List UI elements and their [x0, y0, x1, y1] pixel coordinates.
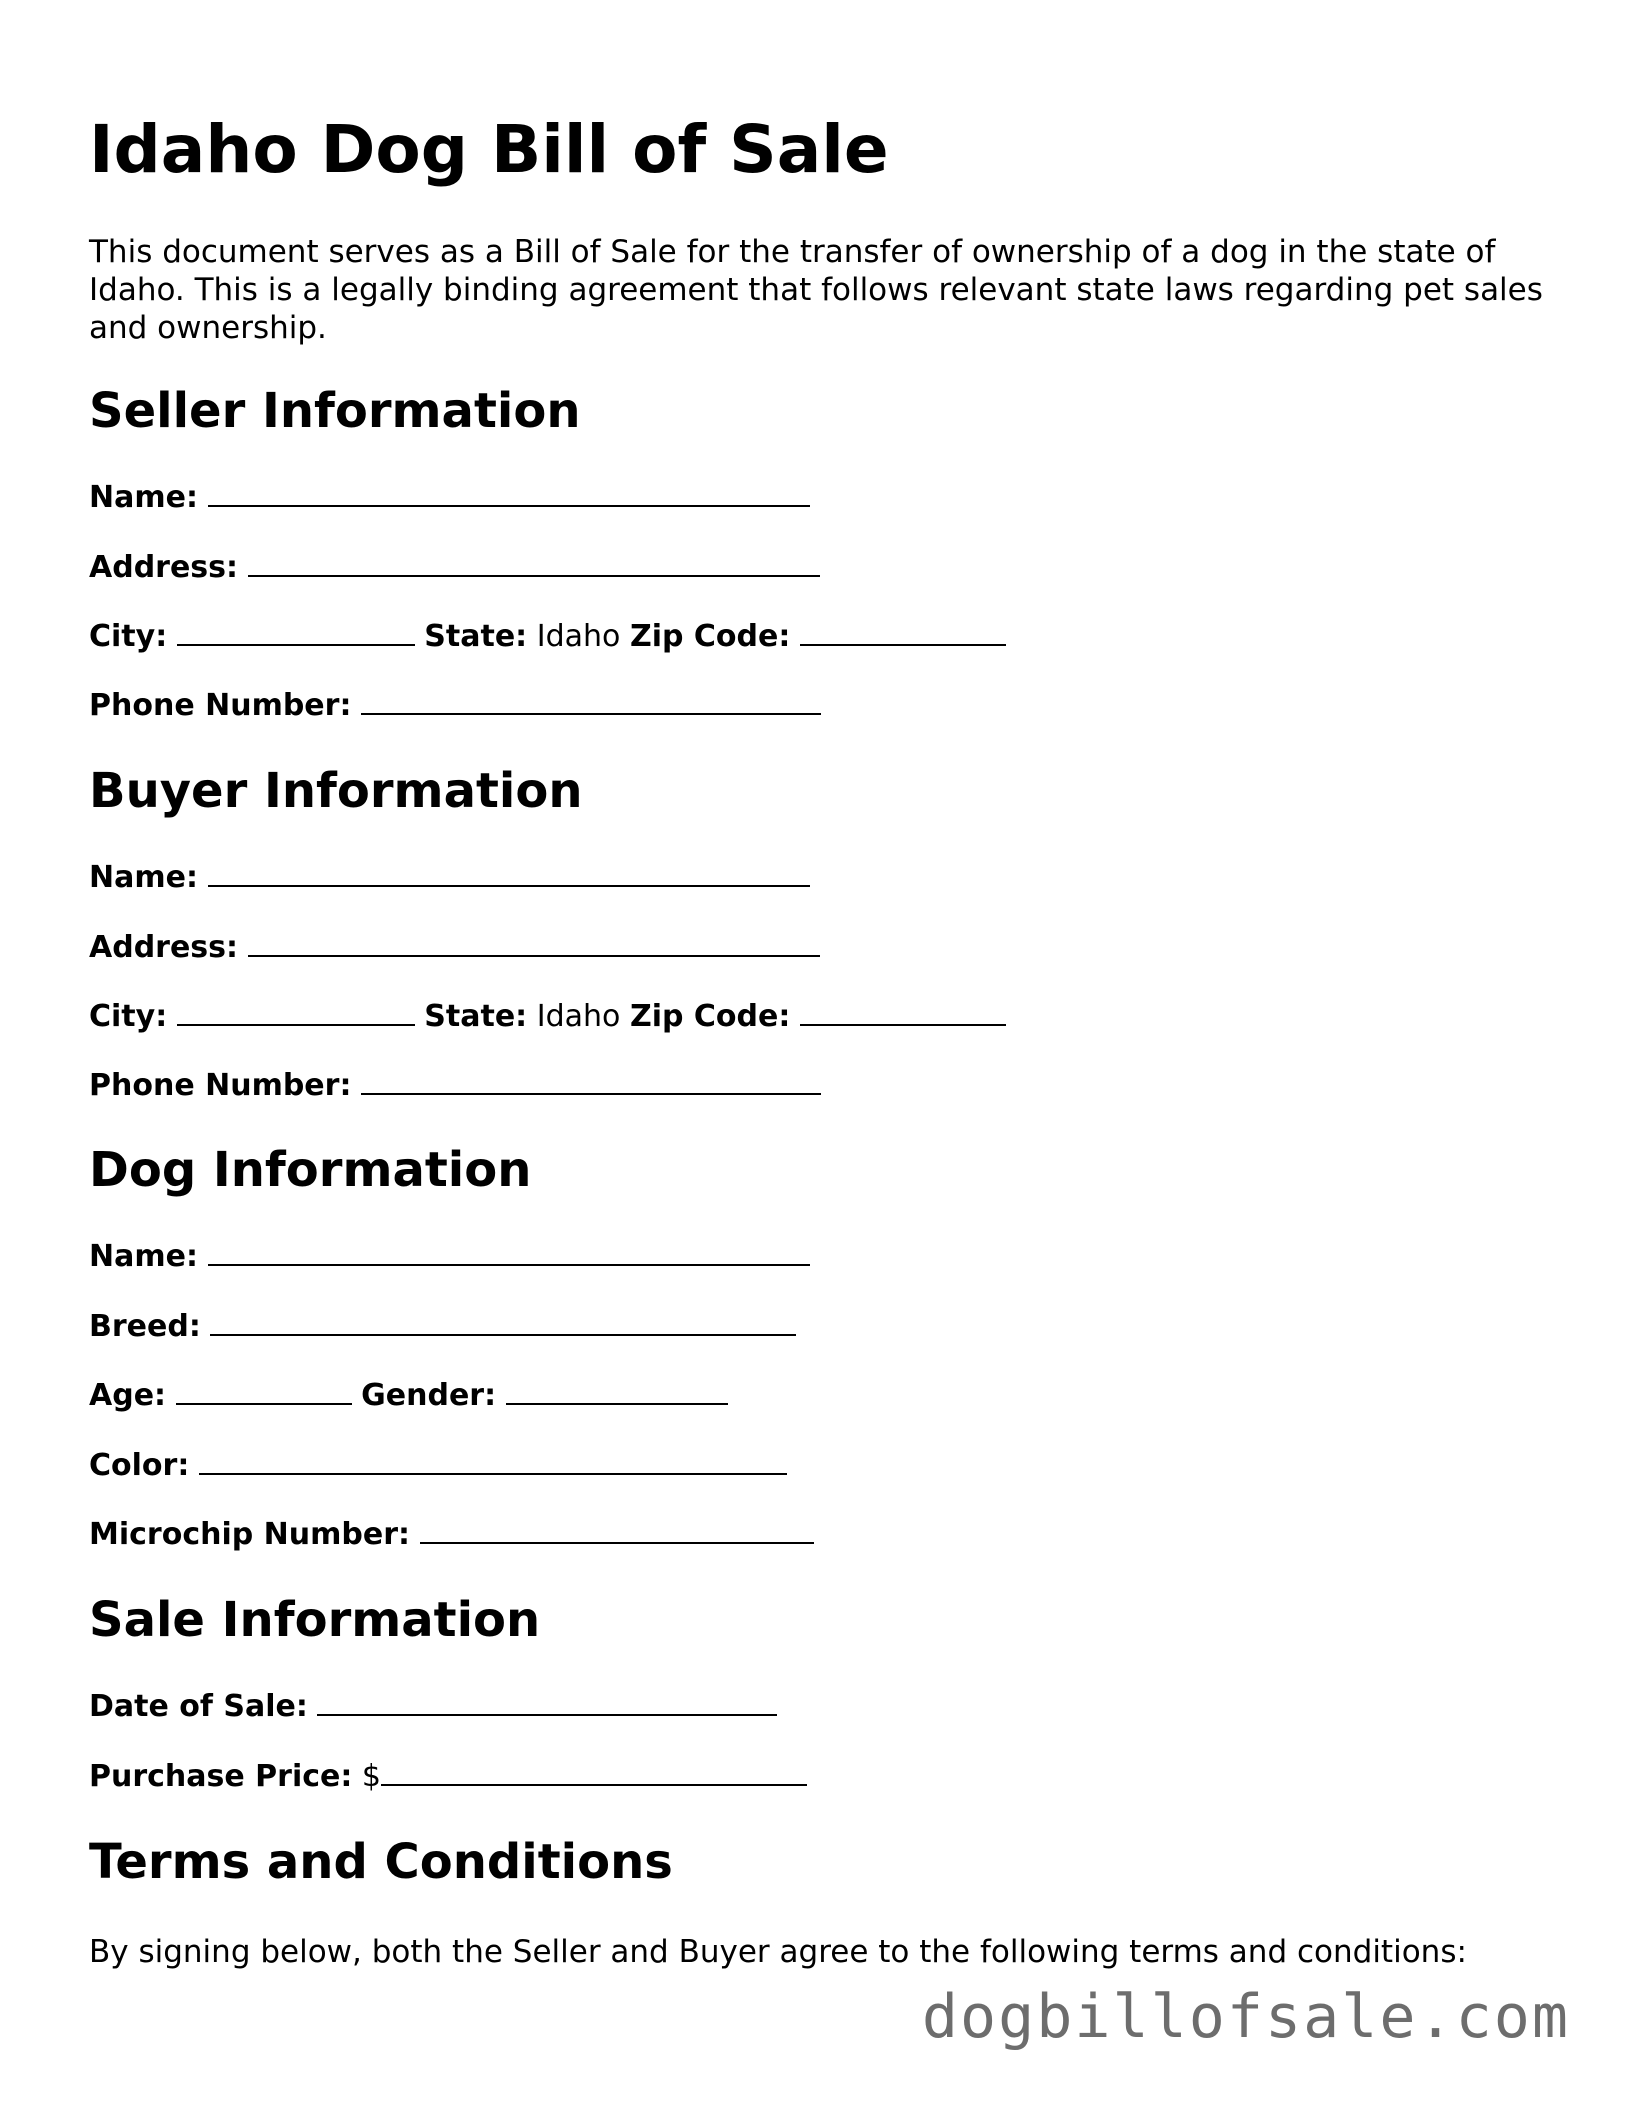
- seller-address-field[interactable]: [248, 549, 820, 577]
- buyer-name-field[interactable]: [208, 859, 810, 887]
- dog-gender-label: Gender:: [361, 1378, 497, 1413]
- sale-price-row: [89, 1757, 807, 1797]
- sale-date-row: [89, 1687, 777, 1727]
- dog-color-label: Color:: [89, 1448, 190, 1483]
- seller-address-label: Address:: [89, 550, 239, 585]
- seller-zip-field[interactable]: [800, 618, 1006, 646]
- seller-name-row: [89, 478, 810, 518]
- buyer-city-row: [89, 997, 1006, 1037]
- seller-phone-label: Phone Number:: [89, 688, 352, 723]
- terms-heading: Terms and Conditions: [89, 1834, 673, 1890]
- buyer-name-label: Name:: [89, 860, 198, 895]
- buyer-city-field[interactable]: [177, 998, 415, 1026]
- dog-breed-label: Breed:: [89, 1309, 201, 1344]
- seller-name-field[interactable]: [208, 479, 810, 507]
- dog-age-label: Age:: [89, 1378, 167, 1413]
- seller-heading: Seller Information: [89, 383, 581, 439]
- dog-name-row: [89, 1237, 810, 1277]
- currency-symbol: $: [361, 1759, 382, 1794]
- buyer-zip-label: Zip Code:: [629, 999, 791, 1034]
- buyer-city-label: City:: [89, 999, 168, 1034]
- buyer-phone-field[interactable]: [361, 1067, 821, 1095]
- buyer-name-row: [89, 858, 810, 898]
- buyer-state-label: State:: [424, 999, 528, 1034]
- dog-breed-field[interactable]: [210, 1308, 796, 1336]
- dog-color-row: [89, 1446, 787, 1486]
- seller-zip-label: Zip Code:: [629, 619, 791, 654]
- document-title: Idaho Dog Bill of Sale: [89, 111, 889, 188]
- dog-gender-field[interactable]: [506, 1377, 728, 1405]
- dog-age-gender-row: [89, 1376, 728, 1416]
- dog-name-field[interactable]: [208, 1238, 810, 1266]
- sale-price-field[interactable]: [381, 1758, 807, 1786]
- seller-city-field[interactable]: [177, 618, 415, 646]
- dog-microchip-label: Microchip Number:: [89, 1517, 411, 1552]
- seller-state-label: State:: [424, 619, 528, 654]
- sale-price-label: Purchase Price:: [89, 1759, 353, 1794]
- seller-phone-row: [89, 686, 821, 726]
- sale-date-field[interactable]: [317, 1688, 777, 1716]
- seller-phone-field[interactable]: [361, 687, 821, 715]
- dog-heading: Dog Information: [89, 1142, 532, 1198]
- seller-state-value: Idaho: [536, 619, 621, 654]
- seller-address-row: [89, 548, 820, 588]
- buyer-address-row: [89, 928, 820, 968]
- buyer-phone-row: [89, 1066, 821, 1106]
- dog-microchip-field[interactable]: [420, 1516, 814, 1544]
- buyer-state-value: Idaho: [536, 999, 621, 1034]
- buyer-heading: Buyer Information: [89, 763, 583, 819]
- dog-microchip-row: [89, 1515, 814, 1555]
- seller-city-row: [89, 617, 1006, 657]
- dog-age-field[interactable]: [176, 1377, 352, 1405]
- buyer-address-label: Address:: [89, 930, 239, 965]
- buyer-phone-label: Phone Number:: [89, 1068, 352, 1103]
- terms-text: By signing below, both the Seller and Buyer agree to the following terms and conditions:: [89, 1934, 1467, 1970]
- dog-name-label: Name:: [89, 1239, 198, 1274]
- watermark: dogbillofsale.com: [921, 1982, 1570, 2052]
- intro-paragraph: This document serves as a Bill of Sale for the transfer of ownership of a dog in the state of Idaho. This is a legally binding agreement that follows relevant state laws regarding pet sales and ownership.: [89, 234, 1543, 346]
- buyer-zip-field[interactable]: [800, 998, 1006, 1026]
- seller-name-label: Name:: [89, 480, 198, 515]
- seller-city-label: City:: [89, 619, 168, 654]
- sale-date-label: Date of Sale:: [89, 1689, 308, 1724]
- buyer-address-field[interactable]: [248, 929, 820, 957]
- dog-color-field[interactable]: [199, 1447, 787, 1475]
- dog-breed-row: [89, 1307, 796, 1347]
- sale-heading: Sale Information: [89, 1592, 541, 1648]
